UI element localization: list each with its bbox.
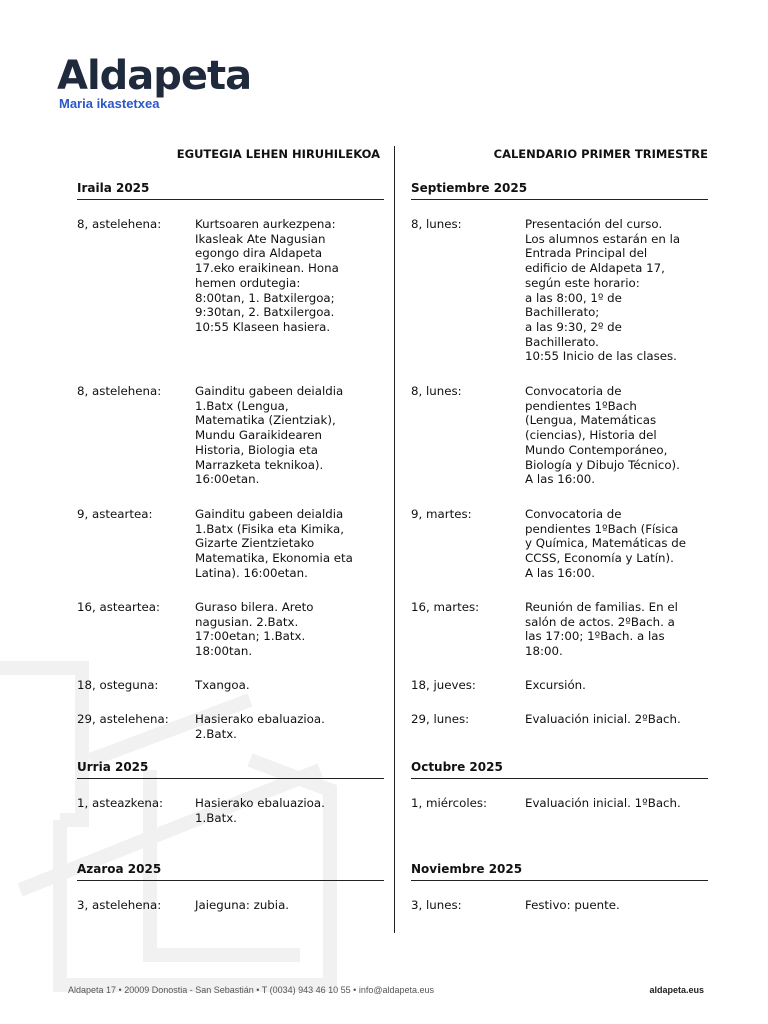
school-logo (57, 54, 251, 111)
event-text: Reunión de familias. En el salón de actos. 2ºBach. a las 17:00; 1ºBach. a las 18:00. (525, 600, 678, 659)
event-text: Convocatoria de pendientes 1ºBach (Física y Química, Matemáticas de CCSS, Economía y Latín). A las 16:00. (525, 507, 687, 580)
event-date: 8, astelehena: (77, 217, 162, 231)
event-text: Festivo: puente. (525, 898, 620, 912)
event-date: 1, miércoles: (411, 796, 487, 810)
footer-address: Aldapeta 17 • 20009 Donostia - San Sebastián • T (0034) 943 46 10 55 • info@aldapeta.eus (68, 985, 435, 995)
column-title: EGUTEGIA LEHEN HIRUHILEKOA (176, 147, 380, 161)
month-heading: Iraila 2025 (77, 180, 384, 200)
month-heading: Octubre 2025 (411, 759, 708, 779)
event-date: 29, astelehena: (77, 712, 169, 726)
month-heading: Septiembre 2025 (411, 180, 708, 200)
footer-website: aldapeta.eus (649, 985, 704, 995)
event-text: Guraso bilera. Areto nagusian. 2.Batx. 17:00etan; 1.Batx. 18:00tan. (195, 600, 314, 659)
event-row (77, 384, 384, 487)
month-heading: Noviembre 2025 (411, 861, 708, 881)
event-date: 16, martes: (411, 600, 480, 614)
event-row (77, 712, 384, 741)
event-row (77, 507, 384, 581)
month-heading: Azaroa 2025 (77, 861, 384, 881)
event-row (411, 712, 708, 727)
event-date: 3, astelehena: (77, 898, 162, 912)
event-text: Presentación del curso. Los alumnos estarán en la Entrada Principal del edificio de Aldapeta 17, según este horario: a las 8:00, 1º de Bachillerato; a las 9:30, 2º de Bachillerato. 10:55 Inicio de las clases. (525, 217, 681, 364)
event-row (411, 678, 708, 693)
event-date: 16, asteartea: (77, 600, 160, 614)
event-date: 8, lunes: (411, 217, 462, 231)
event-text: Kurtsoaren aurkezpena: Ikasleak Ate Nagusian egongo dira Aldapeta 17.eko eraikinean. Hona hemen ordutegia: 8:00tan, 1. Batxilergoa; 9:30tan, 2. Batxilergoa. 10:55 Klaseen hasiera. (195, 217, 339, 334)
basque-calendar-column (77, 146, 384, 912)
spanish-calendar-column (411, 146, 708, 912)
event-text: Hasierako ebaluazioa. 2.Batx. (195, 712, 325, 741)
event-text: Evaluación inicial. 1ºBach. (525, 796, 681, 810)
event-row (77, 678, 384, 693)
column-divider (394, 146, 395, 933)
event-date: 9, martes: (411, 507, 472, 521)
event-date: 8, lunes: (411, 384, 462, 398)
event-text: Excursión. (525, 678, 586, 692)
event-text: Jaieguna: zubia. (195, 898, 290, 912)
event-row (411, 507, 708, 581)
event-row (411, 796, 708, 811)
event-text: Txangoa. (195, 678, 250, 692)
event-text: Evaluación inicial. 2ºBach. (525, 712, 681, 726)
event-date: 8, astelehena: (77, 384, 162, 398)
month-heading: Urria 2025 (77, 759, 384, 779)
event-row (411, 217, 708, 364)
event-date: 18, osteguna: (77, 678, 159, 692)
event-date: 1, asteazkena: (77, 796, 164, 810)
event-date: 3, lunes: (411, 898, 462, 912)
event-row (411, 600, 708, 659)
logo-wordmark: Aldapeta (57, 53, 252, 99)
column-title: CALENDARIO PRIMER TRIMESTRE (493, 147, 708, 161)
event-row (77, 796, 384, 825)
event-row (77, 600, 384, 659)
event-row (411, 898, 708, 913)
event-text: Convocatoria de pendientes 1ºBach (Lengua, Matemáticas (ciencias), Historia del Mundo Contemporáneo, Biología y Dibujo Técnico). A las 16:00. (525, 384, 680, 487)
event-date: 18, jueves: (411, 678, 476, 692)
event-row (411, 384, 708, 487)
event-text: Gainditu gabeen deialdia 1.Batx (Lengua, Matematika (Zientziak), Mundu Garaikidearen Historia, Biologia eta Marrazketa teknikoa). 16:00etan. (195, 384, 344, 487)
event-date: 29, lunes: (411, 712, 470, 726)
event-text: Gainditu gabeen deialdia 1.Batx (Fisika eta Kimika, Gizarte Zientzietako Matematika, Ekonomia eta Latina). 16:00etan. (195, 507, 353, 580)
logo-subtitle: Maria ikastetxea (59, 96, 160, 111)
event-row (77, 217, 384, 335)
event-row (77, 898, 384, 913)
event-date: 9, asteartea: (77, 507, 153, 521)
event-text: Hasierako ebaluazioa. 1.Batx. (195, 796, 325, 825)
